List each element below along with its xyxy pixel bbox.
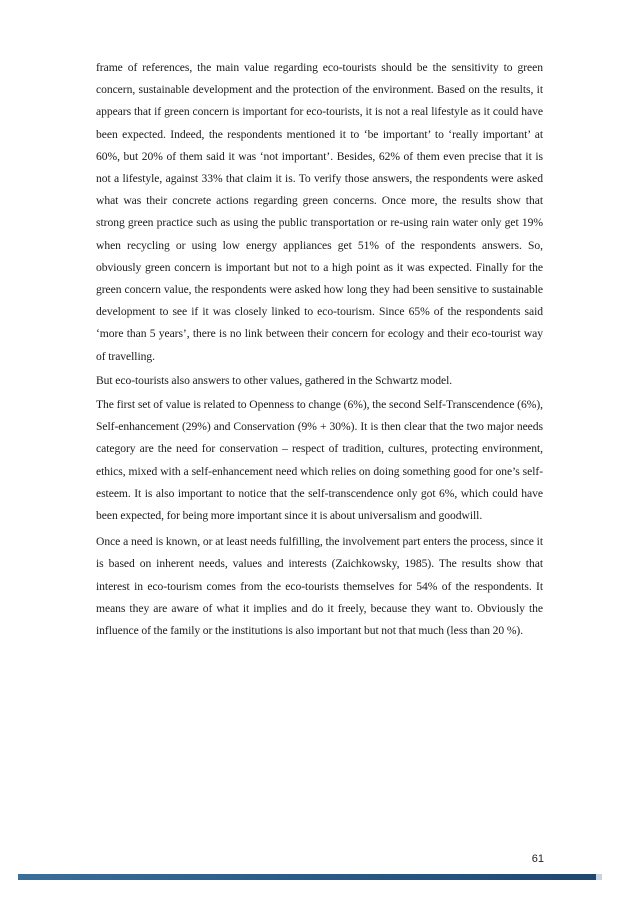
paragraph-2: But eco-tourists also answers to other values, gathered in the Schwartz model. xyxy=(96,373,453,387)
paragraph-1: frame of references, the main value regarding eco-tourists should be the sensitivity to green concern, sustainable development and the protection of the environment. Based on the results, it appears that if green concern is important for eco-tourists, it is not a real lifestyle as it could have been expected. Indeed, the respondents mentioned it to ‘be important’ to ‘really important’ at 60%, but 20% of them said it was ‘not important’. Besides, 62% of them even precise that it is not a lifestyle, against 33% that claim it is. To verify those answers, the respondents were asked what was their concrete actions regarding green concerns. Once more, the results show that strong green practice such as using the public transportation or re-using rain water only get 19% when recycling or using low energy appliances get 51% of the respondents answers. So, obviously green concern is important but not to a high point as it was expected. Finally for the green concern value, the respondents were asked how long they had been sensitive to sustainable development to see if it was closely linked to eco-tourism. Since 65% of the respondents said ‘more than 5 years’, there is no link between their concern for ecology and their eco-tourist way of travelling. xyxy=(96,61,543,363)
footer-bar xyxy=(18,874,598,880)
paragraph-3: The first set of value is related to Openness to change (6%), the second Self-Transcendence (6%), Self-enhancement (29%) and Conservation (9% + 30%). It is then clear that the two major needs category are the need for conservation – respect of tradition, cultures, protecting environment, ethics, mixed with a self-enhancement need which relies on doing something good for one’s self-esteem. It is also important to notice that the self-transcendence only got 6%, which could have been expected, for being more important since it is about universalism and goodwill. xyxy=(96,398,543,523)
page-number: 61 xyxy=(531,853,544,865)
body-text xyxy=(96,57,543,642)
paragraph-4: Once a need is known, or at least needs fulfilling, the involvement part enters the process, since it is based on inherent needs, values and interests (Zaichkowsky, 1985). The results show that interest in eco-tourism comes from the eco-tourists themselves for 54% of the respondents. It means they are aware of what it implies and do it freely, because they want to. Obviously the influence of the family or the institutions is also important but not that much (less than 20 %). xyxy=(96,535,543,638)
